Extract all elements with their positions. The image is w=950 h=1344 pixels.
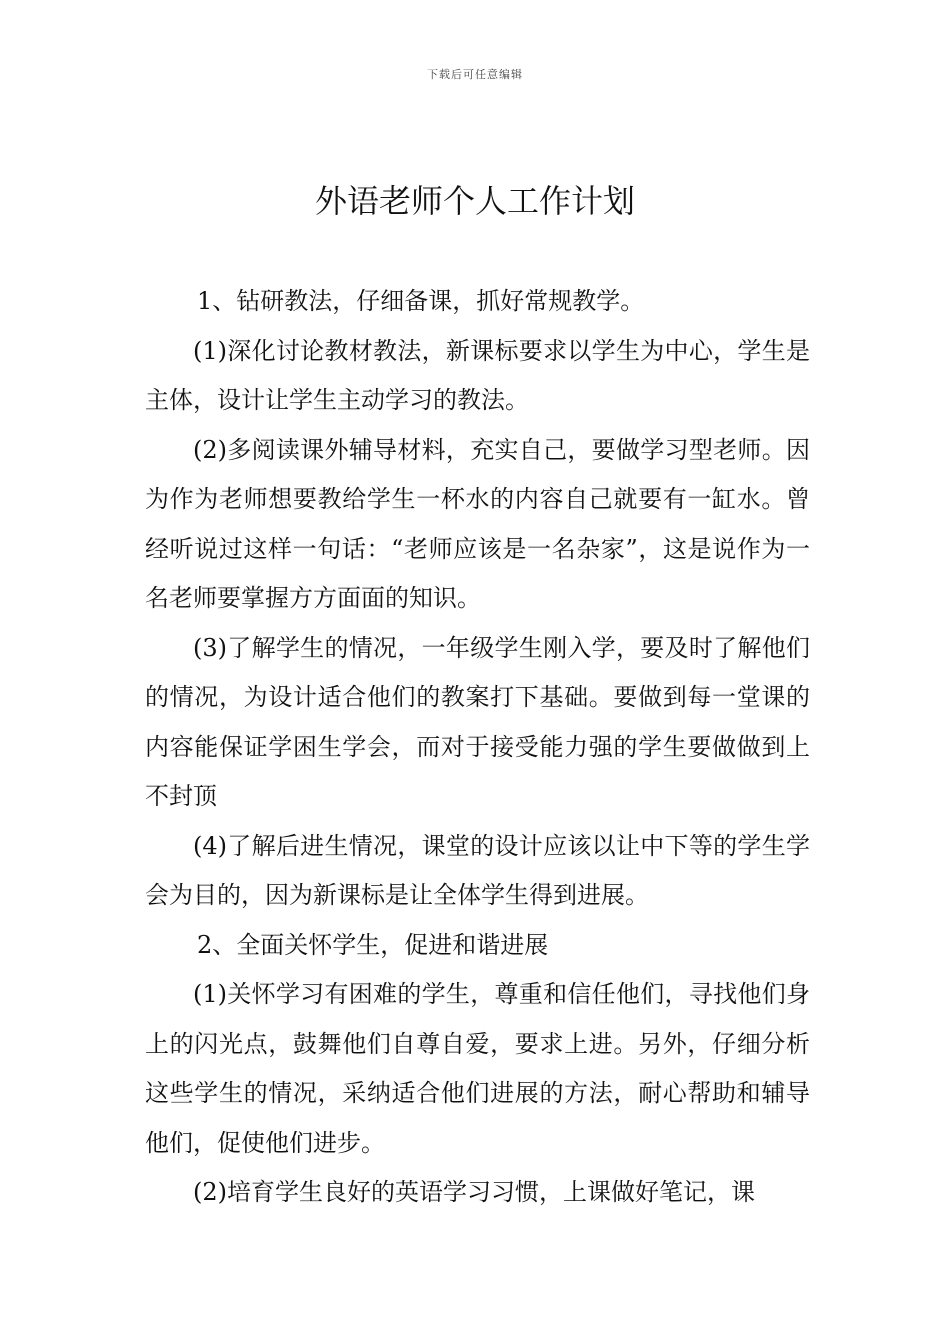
paragraph: (3)了解学生的情况，一年级学生刚入学，要及时了解他们的情况，为设计适合他们的教案打下基础。要做到每一堂课的内容能保证学困生学会，而对于接受能力强的学生要做做到上不封顶: [145, 633, 810, 810]
paragraph: (1)深化讨论教材教法，新课标要求以学生为中心，学生是主体，设计让学生主动学习的教法。: [145, 336, 810, 414]
paragraph: (2)多阅读课外辅导材料，充实自己，要做学习型老师。因为作为老师想要教给学生一杯水的内容自己就要有一缸水。曾经听说过这样一句话：“老师应该是一名杂家”，这是说作为一名老师要掌握方方面面的知识。: [145, 435, 810, 612]
paragraph: (4)了解后进生情况，课堂的设计应该以让中下等的学生学会为目的，因为新课标是让全体学生得到进展。: [145, 831, 810, 909]
paragraph: (1)关怀学习有困难的学生，尊重和信任他们，寻找他们身上的闪光点，鼓舞他们自尊自爱，要求上进。另外，仔细分析这些学生的情况，采纳适合他们进展的方法，耐心帮助和辅导他们，促使他们进步。: [145, 980, 810, 1157]
header-note: 下载后可任意编辑: [427, 68, 523, 81]
paragraph: (2)培育学生良好的英语学习习惯，上课做好笔记，课: [193, 1178, 755, 1206]
section-heading-2: 2、全面关怀学生，促进和谐进展: [197, 930, 549, 959]
document-body: [145, 277, 810, 1218]
section-heading-1: 1、钻研教法，仔细备课，抓好常规教学。: [197, 287, 645, 315]
document-title: 外语老师个人工作计划: [314, 182, 635, 220]
